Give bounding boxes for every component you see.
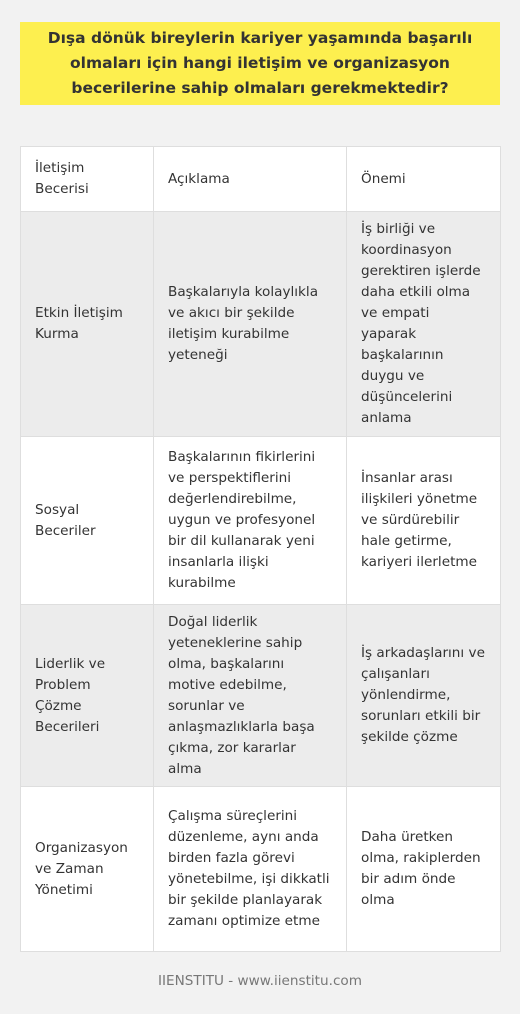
- cell-importance: İnsanlar arası ilişkileri yönetme ve sürdürebilir hale getirme, kariyeri ilerletme: [347, 437, 501, 605]
- table-row: [21, 787, 501, 952]
- skills-table: [20, 146, 501, 952]
- header-importance: Önemi: [347, 147, 501, 212]
- header-skill: İletişim Becerisi: [21, 147, 154, 212]
- cell-skill: Etkin İletişim Kurma: [21, 212, 154, 437]
- title-banner: [20, 22, 500, 105]
- cell-description: Doğal liderlik yeteneklerine sahip olma, başkalarını motive edebilme, sorunlar ve anlaşmazlıklarla başa çıkma, zor kararlar alma: [154, 605, 347, 787]
- cell-skill: Liderlik ve Problem Çözme Becerileri: [21, 605, 154, 787]
- cell-skill: Organizasyon ve Zaman Yönetimi: [21, 787, 154, 952]
- table-header-row: [21, 147, 501, 212]
- cell-importance: İş arkadaşlarını ve çalışanları yönlendirme, sorunları etkili bir şekilde çözme: [347, 605, 501, 787]
- cell-description: Başkalarının fikirlerini ve perspektiflerini değerlendirebilme, uygun ve profesyonel bir dil kullanarak yeni insanlarla ilişki kurabilme: [154, 437, 347, 605]
- table-row: [21, 212, 501, 437]
- cell-description: Çalışma süreçlerini düzenleme, aynı anda birden fazla görevi yönetebilme, işi dikkatli bir şekilde planlayarak zamanı optimize etme: [154, 787, 347, 952]
- footer-credit: IIENSTITU - www.iienstitu.com: [158, 973, 362, 989]
- cell-skill: Sosyal Beceriler: [21, 437, 154, 605]
- page-title: Dışa dönük bireylerin kariyer yaşamında başarılı olmaları için hangi iletişim ve organizasyon becerilerine sahip olmaları gerekmektedir?: [47, 29, 473, 97]
- cell-importance: Daha üretken olma, rakiplerden bir adım önde olma: [347, 787, 501, 952]
- table-row: [21, 437, 501, 605]
- header-description: Açıklama: [154, 147, 347, 212]
- table-row: [21, 605, 501, 787]
- cell-description: Başkalarıyla kolaylıkla ve akıcı bir şekilde iletişim kurabilme yeteneği: [154, 212, 347, 437]
- cell-importance: İş birliği ve koordinasyon gerektiren işlerde daha etkili olma ve empati yaparak başkalarının duygu ve düşüncelerini anlama: [347, 212, 501, 437]
